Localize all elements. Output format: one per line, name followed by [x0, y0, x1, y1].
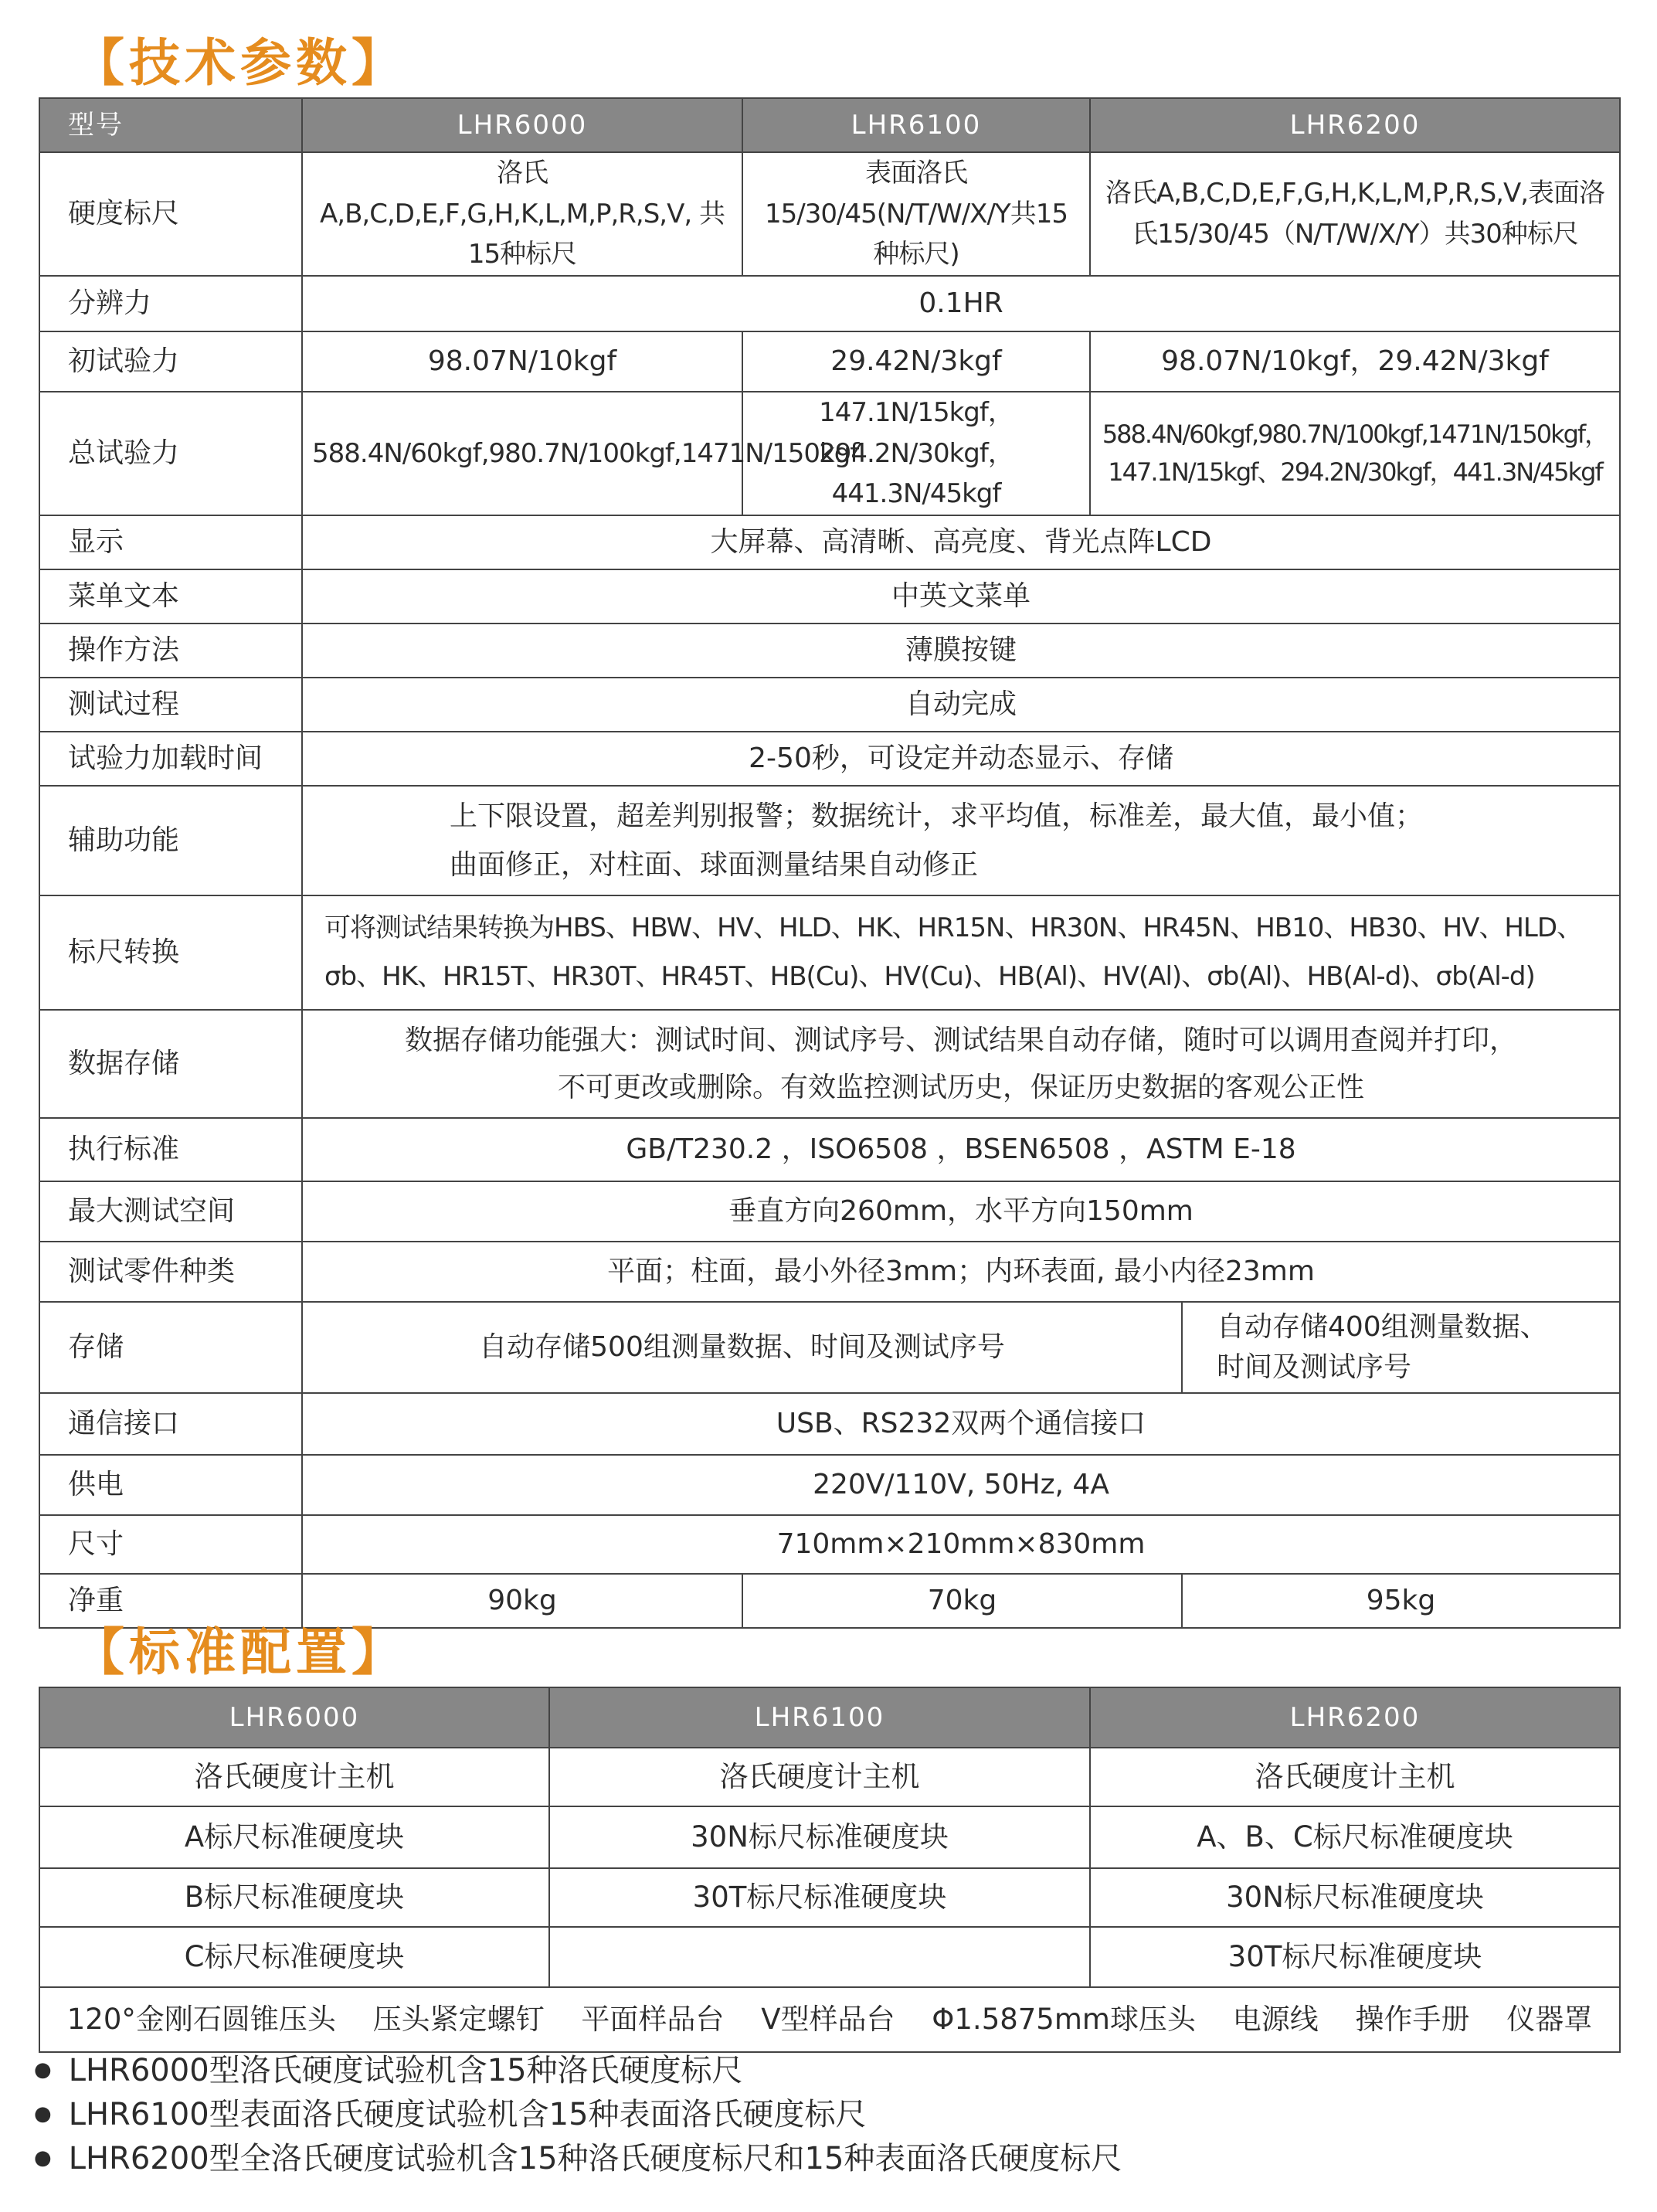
- hardness-scale-lhr6100: 表面洛氏15/30/45(N/T/W/X/Y共15种标尺): [742, 152, 1090, 276]
- label-aux-functions: 辅助功能: [39, 786, 302, 895]
- row-load-time: [39, 732, 1620, 786]
- config-row: [39, 1927, 1620, 1987]
- config-cell: 洛氏硬度计主机: [1090, 1748, 1620, 1806]
- accessory-item: 120°金刚石圆锥压头: [66, 2003, 336, 2037]
- label-resolution: 分辨力: [39, 276, 302, 331]
- config-row: [39, 1748, 1620, 1806]
- row-total-force: [39, 392, 1620, 515]
- row-standards: [39, 1118, 1620, 1181]
- label-standards: 执行标准: [39, 1118, 302, 1181]
- scale-conversion-line-2: σb、HK、HR15T、HR30T、HR45T、HB(Cu)、HV(Cu)、HB(Al)、HV(Al)、σb(Al)、HB(Al-d)、σb(Al-d): [324, 961, 1535, 993]
- config-header-lhr6100: LHR6100: [549, 1687, 1090, 1748]
- header-model-lhr6200: LHR6200: [1090, 98, 1620, 152]
- config-cell: 洛氏硬度计主机: [39, 1748, 549, 1806]
- hardness-scale-lhr6000: 洛氏A,B,C,D,E,F,G,H,K,L,M,P,R,S,V, 共15种标尺: [302, 152, 742, 276]
- config-table: [39, 1687, 1621, 2053]
- accessory-item: V型样品台: [761, 2003, 895, 2037]
- note-item: ● LHR6100型表面洛氏硬度试验机含15种表面洛氏硬度标尺: [34, 2092, 1122, 2136]
- label-storage: 存储: [39, 1302, 302, 1393]
- menu-text-value: 中英文菜单: [302, 569, 1620, 624]
- spec-section-title: 【技术参数】: [73, 32, 407, 93]
- label-power: 供电: [39, 1455, 302, 1515]
- label-display: 显示: [39, 515, 302, 569]
- size-value: 710mm×210mm×830mm: [302, 1515, 1620, 1574]
- display-value: 大屏幕、高清晰、高亮度、背光点阵LCD: [302, 515, 1620, 569]
- net-weight-lhr6100: 70kg: [742, 1574, 1182, 1628]
- initial-force-lhr6100: 29.42N/3kgf: [742, 331, 1090, 392]
- row-aux-functions: [39, 786, 1620, 895]
- label-hardness-scale: 硬度标尺: [39, 152, 302, 276]
- storage-side-line-1: 自动存储400组测量数据、: [1217, 1310, 1548, 1343]
- label-size: 尺寸: [39, 1515, 302, 1574]
- config-cell: B标尺标准硬度块: [39, 1868, 549, 1927]
- label-scale-conversion: 标尺转换: [39, 895, 302, 1010]
- config-cell: 30N标尺标准硬度块: [1090, 1868, 1620, 1927]
- operation-value: 薄膜按键: [302, 624, 1620, 678]
- header-model-label: 型号: [39, 98, 302, 152]
- note-item: ● LHR6000型洛氏硬度试验机含15种洛氏硬度标尺: [34, 2048, 1122, 2092]
- max-space-value: 垂直方向260mm，水平方向150mm: [302, 1181, 1620, 1242]
- label-total-force: 总试验力: [39, 392, 302, 515]
- accessory-item: 电源线: [1232, 2003, 1319, 2037]
- row-display: [39, 515, 1620, 569]
- total-force-lhr6100: 147.1N/15kgf，294.2N/30kgf，441.3N/45kgf: [742, 392, 1090, 515]
- resolution-value: 0.1HR: [302, 276, 1620, 331]
- accessory-item: Φ1.5875mm球压头: [932, 2003, 1196, 2037]
- hardness-scale-lhr6200: 洛氏A,B,C,D,E,F,G,H,K,L,M,P,R,S,V,表面洛氏15/30/45（N/T/W/X/Y）共30种标尺: [1090, 152, 1620, 276]
- label-test-process: 测试过程: [39, 678, 302, 732]
- config-cell: A、B、C标尺标准硬度块: [1090, 1806, 1620, 1868]
- data-storage-line-2: 不可更改或删除。有效监控测试历史，保证历史数据的客观公正性: [558, 1072, 1365, 1104]
- aux-functions-value: [302, 786, 1620, 895]
- row-interface: [39, 1393, 1620, 1455]
- row-test-process: [39, 678, 1620, 732]
- row-storage: [39, 1302, 1620, 1393]
- row-operation: [39, 624, 1620, 678]
- note-item: ● LHR6200型全洛氏硬度试验机含15种洛氏硬度标尺和15种表面洛氏硬度标尺: [34, 2136, 1122, 2180]
- config-cell: 30T标尺标准硬度块: [549, 1868, 1090, 1927]
- accessory-item: 操作手册: [1355, 2003, 1470, 2037]
- config-cell: A标尺标准硬度块: [39, 1806, 549, 1868]
- config-cell: 30T标尺标准硬度块: [1090, 1927, 1620, 1987]
- label-net-weight: 净重: [39, 1574, 302, 1628]
- row-size: [39, 1515, 1620, 1574]
- total-force-lhr6000: 588.4N/60kgf,980.7N/100kgf,1471N/150kgf: [302, 392, 742, 515]
- aux-functions-line-1: 上下限设置，超差判别报警；数据统计，求平均值，标准差，最大值，最小值；: [450, 800, 1424, 833]
- accessories-cell: [39, 1987, 1620, 2052]
- row-data-storage: [39, 1010, 1620, 1118]
- initial-force-lhr6200: 98.07N/10kgf，29.42N/3kgf: [1090, 331, 1620, 392]
- config-header-lhr6200: LHR6200: [1090, 1687, 1620, 1748]
- row-max-space: [39, 1181, 1620, 1242]
- config-cell: [549, 1927, 1090, 1987]
- row-hardness-scale: [39, 152, 1620, 276]
- row-initial-force: [39, 331, 1620, 392]
- interface-value: USB、RS232双两个通信接口: [302, 1393, 1620, 1455]
- config-header-row: [39, 1687, 1620, 1748]
- net-weight-lhr6200: 95kg: [1182, 1574, 1620, 1628]
- config-cell: C标尺标准硬度块: [39, 1927, 549, 1987]
- part-types-value: 平面；柱面，最小外径3mm；内环表面, 最小内径23mm: [302, 1242, 1620, 1302]
- total-force-lhr6200: 588.4N/60kgf,980.7N/100kgf,1471N/150kgf，147.1N/15kgf、294.2N/30kgf，441.3N/45kgf: [1090, 392, 1620, 515]
- row-power: [39, 1455, 1620, 1515]
- aux-functions-line-2: 曲面修正，对柱面、球面测量结果自动修正: [450, 849, 979, 882]
- label-data-storage: 数据存储: [39, 1010, 302, 1118]
- scale-conversion-line-1: 可将测试结果转换为HBS、HBW、HV、HLD、HK、HR15N、HR30N、HR45N、HB10、HB30、HV、HLD、: [324, 912, 1583, 944]
- accessory-item: 仪器罩: [1506, 2003, 1593, 2037]
- row-part-types: [39, 1242, 1620, 1302]
- config-row: [39, 1868, 1620, 1927]
- label-max-space: 最大测试空间: [39, 1181, 302, 1242]
- spec-header-row: [39, 98, 1620, 152]
- label-load-time: 试验力加载时间: [39, 732, 302, 786]
- notes-list: [34, 2048, 1122, 2180]
- storage-side-line-2: 时间及测试序号: [1217, 1351, 1412, 1384]
- test-process-value: 自动完成: [302, 678, 1620, 732]
- config-accessories-row: [39, 1987, 1620, 2052]
- row-scale-conversion: [39, 895, 1620, 1010]
- row-resolution: [39, 276, 1620, 331]
- header-model-lhr6100: LHR6100: [742, 98, 1090, 152]
- header-model-lhr6000: LHR6000: [302, 98, 742, 152]
- config-cell: 30N标尺标准硬度块: [549, 1806, 1090, 1868]
- config-cell: 洛氏硬度计主机: [549, 1748, 1090, 1806]
- label-interface: 通信接口: [39, 1393, 302, 1455]
- spec-table: [39, 97, 1621, 1629]
- accessory-item: 平面样品台: [581, 2003, 725, 2037]
- storage-value-main: 自动存储500组测量数据、时间及测试序号: [302, 1302, 1182, 1393]
- data-storage-value: [302, 1010, 1620, 1118]
- label-operation: 操作方法: [39, 624, 302, 678]
- label-menu-text: 菜单文本: [39, 569, 302, 624]
- row-menu-text: [39, 569, 1620, 624]
- label-part-types: 测试零件种类: [39, 1242, 302, 1302]
- config-row: [39, 1806, 1620, 1868]
- net-weight-lhr6000: 90kg: [302, 1574, 742, 1628]
- config-header-lhr6000: LHR6000: [39, 1687, 549, 1748]
- storage-value-lhr6200: [1182, 1302, 1620, 1393]
- label-initial-force: 初试验力: [39, 331, 302, 392]
- initial-force-lhr6000: 98.07N/10kgf: [302, 331, 742, 392]
- load-time-value: 2-50秒，可设定并动态显示、存储: [302, 732, 1620, 786]
- scale-conversion-value: [302, 895, 1620, 1010]
- config-section-title: 【标准配置】: [73, 1622, 407, 1682]
- standards-value: GB/T230.2 ，ISO6508 ，BSEN6508 ，ASTM E-18: [302, 1118, 1620, 1181]
- accessory-item: 压头紧定螺钉: [372, 2003, 545, 2037]
- data-storage-line-1: 数据存储功能强大：测试时间、测试序号、测试结果自动存储，随时可以调用查阅并打印，: [405, 1024, 1518, 1056]
- power-value: 220V/110V, 50Hz, 4A: [302, 1455, 1620, 1515]
